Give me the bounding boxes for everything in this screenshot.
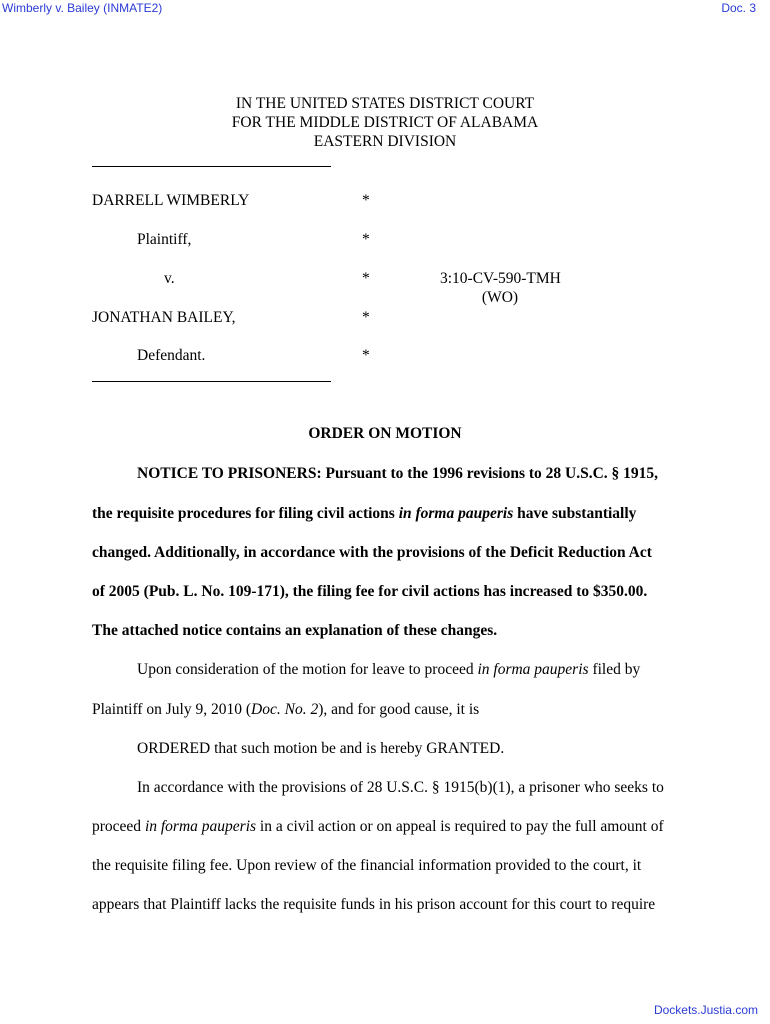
para2-line-4: appears that Plaintiff lacks the requisite funds in his prison account for this court to require: [92, 896, 656, 913]
para2-line-2: [92, 818, 680, 836]
court-line-2: FOR THE MIDDLE DISTRICT OF ALABAMA: [231, 114, 539, 131]
defendant-name: JONATHAN BAILEY,: [92, 309, 236, 326]
caption-star-5: *: [362, 347, 370, 364]
para-text: filed by: [588, 661, 641, 678]
para2-line-3: the requisite filing fee. Upon review of the financial information provided to the court, it: [92, 857, 642, 874]
para-text: ), and for good cause, it is: [318, 701, 480, 718]
court-heading: [0, 94, 770, 151]
doc-reference: Doc. No. 2: [251, 701, 319, 718]
para-italic: in forma pauperis: [144, 818, 257, 835]
court-line-1: IN THE UNITED STATES DISTRICT COURT: [235, 95, 535, 112]
notice-line-1: NOTICE TO PRISONERS: Pursuant to the 1996 revisions to 28 U.S.C. § 1915,: [137, 465, 659, 482]
caption-star-1: *: [362, 192, 370, 209]
document-number-link[interactable]: Doc. 3: [721, 1, 756, 15]
case-suffix: (WO): [481, 289, 519, 306]
notice-italic: in forma pauperis: [398, 505, 514, 522]
para1-line-1: [137, 661, 680, 679]
para1-line-2: [92, 701, 680, 719]
ordered-line: ORDERED that such motion be and is hereby GRANTED.: [137, 740, 505, 757]
versus: v.: [164, 270, 175, 287]
order-title: ORDER ON MOTION: [308, 425, 462, 442]
caption-bottom-rule: [92, 381, 331, 382]
caption-star-2: *: [362, 231, 370, 248]
para-text: proceed: [92, 818, 145, 835]
para-text: Upon consideration of the motion for leave to proceed: [137, 661, 478, 678]
justia-footer-link[interactable]: Dockets.Justia.com: [653, 1003, 758, 1017]
caption-top-rule: [92, 166, 331, 167]
notice-text: have substantially: [513, 505, 637, 522]
case-title-link[interactable]: Wimberly v. Bailey (INMATE2): [2, 1, 163, 15]
court-line-3: EASTERN DIVISION: [313, 133, 457, 150]
para-text: in a civil action or on appeal is required to pay the full amount of: [256, 818, 664, 835]
notice-text: the requisite procedures for filing civil actions: [92, 505, 399, 522]
notice-line-3: changed. Additionally, in accordance with the provisions of the Deficit Reduction Act: [92, 544, 652, 561]
plaintiff-name: DARRELL WIMBERLY: [92, 192, 250, 209]
case-number: 3:10-CV-590-TMH: [440, 270, 561, 287]
plaintiff-role: Plaintiff,: [137, 231, 192, 248]
caption-star-3: *: [362, 270, 370, 287]
notice-line-2: [92, 505, 680, 523]
para2-line-1: In accordance with the provisions of 28 U.S.C. § 1915(b)(1), a prisoner who seeks to: [137, 779, 664, 796]
para-italic: in forma pauperis: [477, 661, 589, 678]
notice-line-5: The attached notice contains an explanation of these changes.: [92, 622, 498, 639]
caption-star-4: *: [362, 309, 370, 326]
notice-line-4: of 2005 (Pub. L. No. 109-171), the filing fee for civil actions has increased to $350.00.: [92, 583, 648, 600]
defendant-role: Defendant.: [137, 347, 206, 364]
para-text: Plaintiff on July 9, 2010 (: [92, 701, 252, 718]
